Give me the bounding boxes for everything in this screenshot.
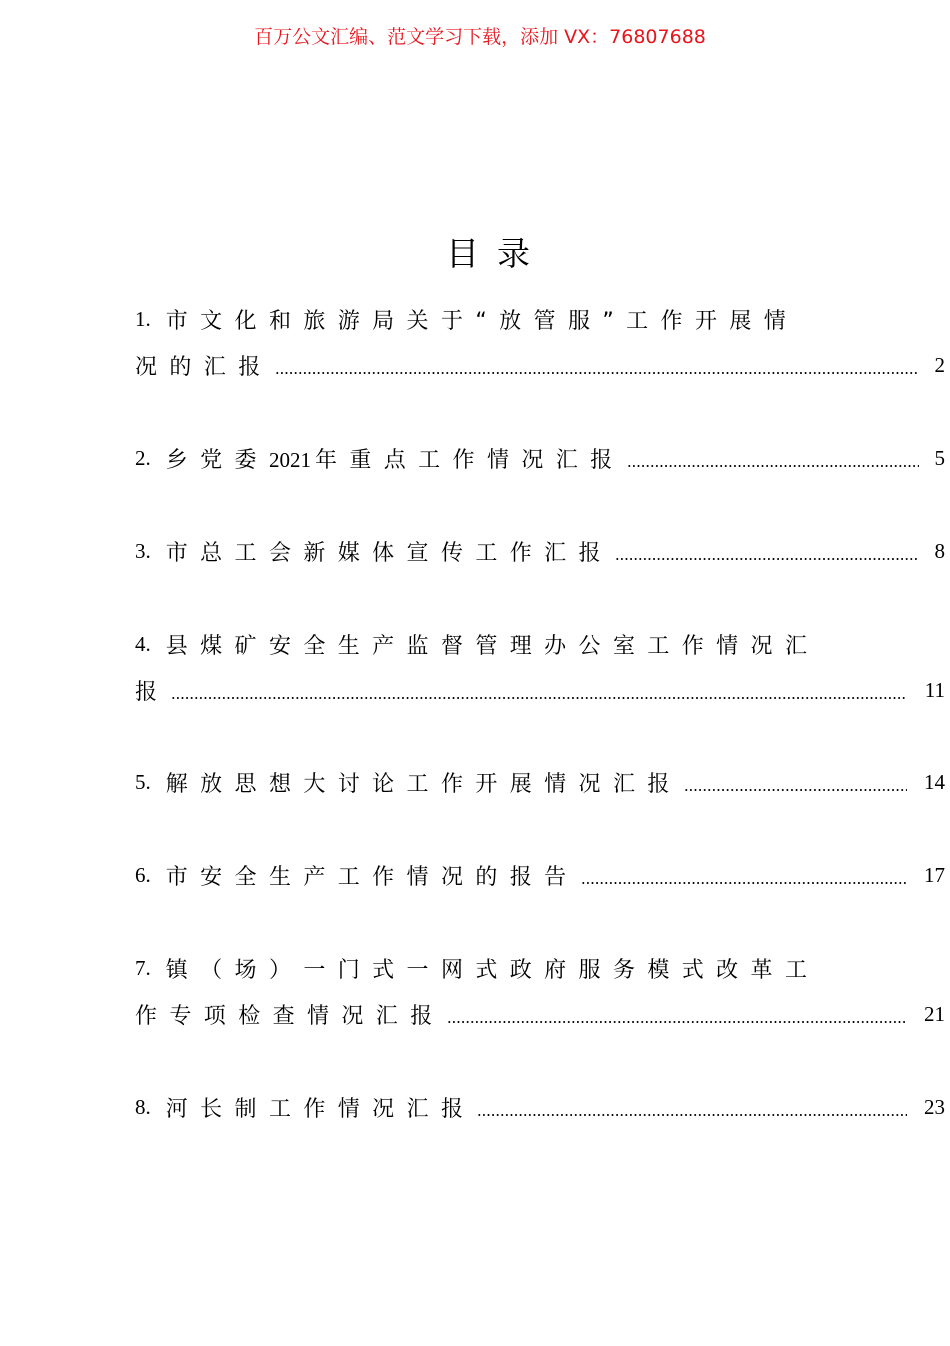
toc-entry-title: 市总工会新媒体宣传工作汇报 (165, 540, 613, 566)
toc-page-number: 5 (934, 445, 945, 470)
toc-entry-title-part: 年重点工作情况汇报 (314, 447, 625, 473)
toc-entry-number: 7. (135, 955, 151, 980)
dot-leader (275, 354, 919, 376)
toc-entry-5[interactable] (135, 762, 945, 802)
toc-entry-title (166, 443, 625, 474)
toc-page-number: 14 (924, 769, 945, 794)
toc-entry-line (135, 345, 945, 385)
dot-leader (171, 679, 907, 701)
toc-page-number: 21 (924, 1001, 945, 1026)
toc-entry-title: 市安全生产工作情况的报告 (165, 864, 579, 890)
toc-entry-line (135, 670, 945, 710)
toc-entry-number: 8. (135, 1094, 151, 1119)
toc-entry-line (135, 1087, 945, 1127)
toc-entry-title: 县煤矿安全生产监督管理办公室工作情况汇 (165, 633, 820, 659)
toc-page-number: 17 (924, 862, 945, 887)
toc-entry-6[interactable] (135, 855, 945, 895)
toc-entry-year: 2021 (268, 447, 311, 472)
toc-entry-number: 3. (135, 538, 151, 563)
toc-entry-number: 4. (135, 631, 151, 656)
dot-leader (615, 540, 919, 562)
toc-entry-number: 6. (135, 862, 151, 887)
toc-entry-8[interactable] (135, 1087, 945, 1127)
toc-entry-line (135, 994, 945, 1034)
toc-entry-title: 市文化和旅游局关于“放管服”工作开展情 (165, 308, 799, 334)
toc-title: 目录 (446, 234, 548, 273)
toc-entry-number: 5. (135, 769, 151, 794)
toc-entry-line (135, 762, 945, 802)
toc-entry-title-continued: 况的汇报 (135, 354, 273, 380)
toc-page-number: 2 (934, 352, 945, 377)
toc-entry-1[interactable] (135, 299, 945, 385)
dot-leader (477, 1096, 907, 1118)
toc-entry-7[interactable] (135, 948, 945, 1034)
toc-entry-title-continued: 报 (135, 679, 170, 705)
toc-entry-line (135, 531, 945, 571)
toc-entry-line (135, 948, 825, 988)
toc-page-number: 23 (924, 1094, 945, 1119)
dot-leader (627, 447, 919, 469)
toc-entry-3[interactable] (135, 531, 945, 571)
toc-entry-title-part: 乡党委 (165, 447, 269, 473)
toc-page-number: 11 (924, 677, 945, 702)
toc-entry-title: 河长制工作情况汇报 (165, 1096, 476, 1122)
toc-entry-line (135, 299, 825, 339)
toc-entry-number: 1. (135, 306, 151, 331)
dot-leader (581, 864, 907, 886)
toc-entry-4[interactable] (135, 624, 945, 710)
toc-entry-number: 2. (135, 445, 151, 470)
toc-entry-line (135, 438, 945, 478)
header-banner: 百万公文汇编、范文学习下载，添加 VX：76807688 (254, 26, 706, 48)
dot-leader (447, 1003, 907, 1025)
toc-page-number: 8 (934, 538, 945, 563)
toc-entry-title-continued: 作专项检查情况汇报 (135, 1003, 445, 1029)
toc-entry-title: 解放思想大讨论工作开展情况汇报 (165, 771, 682, 797)
toc-entry-2[interactable] (135, 438, 945, 478)
dot-leader (684, 771, 907, 793)
toc-entry-line (135, 624, 825, 664)
toc-entry-title: 镇（场）一门式一网式政府服务模式改革工 (165, 957, 820, 983)
toc-entry-line (135, 855, 945, 895)
